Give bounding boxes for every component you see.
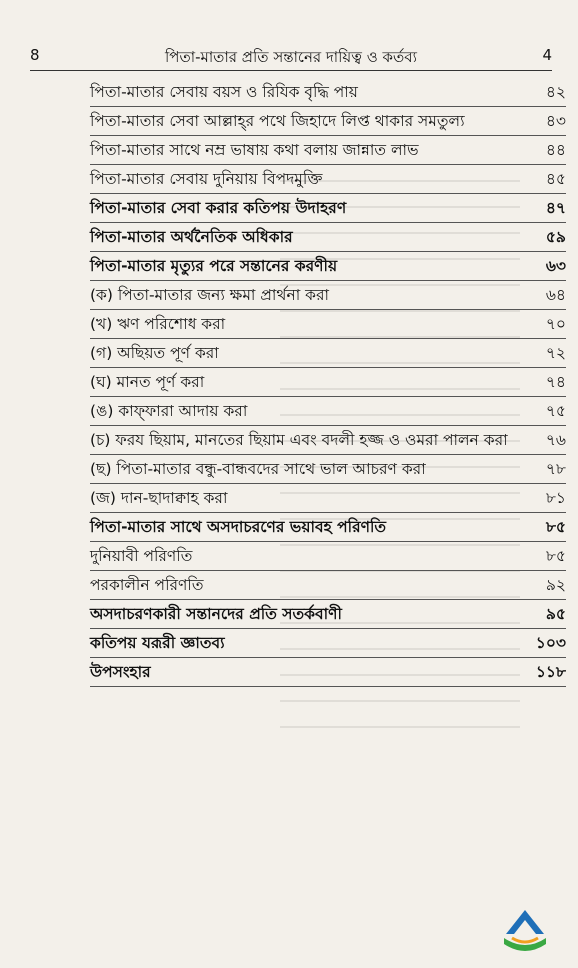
toc-entry-label: (ঘ) মানত পূর্ণ করা xyxy=(90,373,205,391)
toc-entry-label: পিতা-মাতার মৃত্যুর পরে সন্তানের করণীয় xyxy=(90,257,338,275)
toc-page-number: ৭০ xyxy=(545,315,566,333)
toc-page-number: ৭৮ xyxy=(545,460,566,478)
toc-entry-label: পিতা-মাতার সেবা আল্লাহ্‌র পথে জিহাদে লিপ্ত থাকার সমতুল্য xyxy=(90,112,465,130)
toc-row xyxy=(90,484,566,513)
toc-page-number: ৮১ xyxy=(545,489,566,507)
toc-page-number: ৪৪ xyxy=(545,141,566,159)
toc-entry-label: উপসংহার xyxy=(90,663,151,681)
toc-entry-label: (চ) ফরয ছিয়াম, মানতের ছিয়াম এবং বদলী হজ্জ ও ওমরা পালন করা xyxy=(90,431,508,449)
toc-page-number: ৯২ xyxy=(545,576,566,594)
toc-row xyxy=(90,571,566,600)
toc-row xyxy=(90,629,566,658)
page-header xyxy=(30,44,552,70)
toc-row xyxy=(90,658,566,687)
toc-entry-label: (জ) দান-ছাদাক্বাহ করা xyxy=(90,489,228,507)
toc-entry-label: (ছ) পিতা-মাতার বন্ধু-বান্ধবদের সাথে ভাল আচরণ করা xyxy=(90,460,426,478)
toc-page-number: ৭২ xyxy=(545,344,566,362)
toc-row xyxy=(90,542,566,571)
toc-row xyxy=(90,281,566,310)
toc-page-number: ৭৪ xyxy=(545,373,566,391)
toc-entry-label: (খ) ঋণ পরিশোধ করা xyxy=(90,315,226,333)
toc-page-number: ৭৫ xyxy=(545,402,566,420)
toc-entry-label: পিতা-মাতার সেবায় দুনিয়ায় বিপদমুক্তি xyxy=(90,170,323,188)
publisher-logo-icon xyxy=(500,908,550,956)
toc-entry-label: অসদাচরণকারী সন্তানদের প্রতি সতর্কবাণী xyxy=(90,605,342,623)
table-of-contents xyxy=(90,78,566,687)
toc-page-number: ৮৫ xyxy=(545,518,566,536)
header-rule xyxy=(30,70,552,71)
toc-row xyxy=(90,600,566,629)
page-number-right: 4 xyxy=(542,46,552,64)
toc-row xyxy=(90,455,566,484)
toc-entry-label: পিতা-মাতার অর্থনৈতিক অধিকার xyxy=(90,228,293,246)
toc-entry-label: পিতা-মাতার সাথে নম্র ভাষায় কথা বলায় জান্নাত লাভ xyxy=(90,141,419,159)
toc-entry-label: কতিপয় যরূরী জ্ঞাতব্য xyxy=(90,634,225,652)
toc-page-number: ১১৮ xyxy=(535,663,566,681)
toc-row xyxy=(90,368,566,397)
toc-entry-label: দুনিয়াবী পরিণতি xyxy=(90,547,193,565)
toc-row xyxy=(90,165,566,194)
toc-row xyxy=(90,78,566,107)
toc-page-number: ৮৫ xyxy=(545,547,566,565)
running-title: পিতা-মাতার প্রতি সন্তানের দায়িত্ব ও কর্তব্য xyxy=(165,48,417,66)
toc-row xyxy=(90,310,566,339)
toc-row xyxy=(90,426,566,455)
toc-entry-label: (গ) অছিয়ত পূর্ণ করা xyxy=(90,344,219,362)
toc-entry-label: পিতা-মাতার সেবা করার কতিপয় উদাহরণ xyxy=(90,199,347,217)
page-number-left: 8 xyxy=(30,46,40,64)
toc-row xyxy=(90,136,566,165)
toc-page-number: ৭৬ xyxy=(545,431,566,449)
toc-page-number: ৬৩ xyxy=(545,257,566,275)
toc-page-number: ৬৪ xyxy=(545,286,566,304)
toc-page-number: ৪৫ xyxy=(545,170,566,188)
toc-entry-label: পরকালীন পরিণতি xyxy=(90,576,204,594)
toc-entry-label: পিতা-মাতার সেবায় বয়স ও রিযিক বৃদ্ধি পায় xyxy=(90,83,358,101)
toc-page-number: ৫৯ xyxy=(545,228,566,246)
toc-entry-label: (ঙ) কাফ্‌ফারা আদায় করা xyxy=(90,402,248,420)
toc-row xyxy=(90,339,566,368)
toc-entry-label: পিতা-মাতার সাথে অসদাচরণের ভয়াবহ পরিণতি xyxy=(90,518,387,536)
toc-row xyxy=(90,252,566,281)
toc-entry-label: (ক) পিতা-মাতার জন্য ক্ষমা প্রার্থনা করা xyxy=(90,286,329,304)
toc-row xyxy=(90,513,566,542)
toc-page-number: ১০৩ xyxy=(535,634,566,652)
toc-row xyxy=(90,107,566,136)
toc-row xyxy=(90,397,566,426)
toc-page-number: ৪৭ xyxy=(545,199,566,217)
toc-page-number: ৯৫ xyxy=(545,605,566,623)
toc-page-number: ৪৩ xyxy=(545,112,566,130)
toc-row xyxy=(90,223,566,252)
toc-row xyxy=(90,194,566,223)
toc-page-number: ৪২ xyxy=(545,83,566,101)
